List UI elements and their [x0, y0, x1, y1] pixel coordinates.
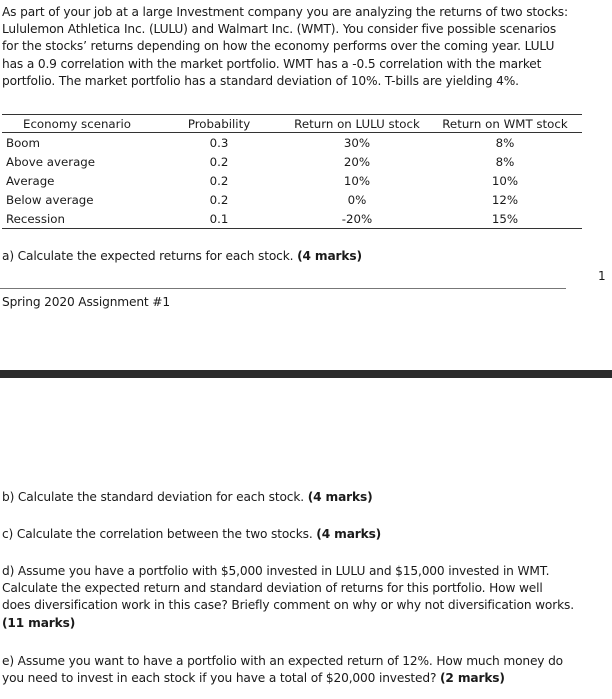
question-d-line: Calculate the expected return and standard deviation of returns for this portfolio. How well [2, 581, 543, 596]
page-break-bar [0, 370, 612, 378]
table-cell: 10% [343, 173, 371, 188]
question-b-text: b) Calculate the standard deviation for each stock. [2, 490, 308, 504]
page-footer: Spring 2020 Assignment #1 [2, 295, 170, 309]
table-cell: 0.2 [209, 154, 229, 169]
question-a-marks: (4 marks) [297, 249, 362, 263]
table-cell: 0.2 [209, 173, 229, 188]
table-cell: Below average [6, 192, 94, 207]
table-cell: 8% [495, 154, 515, 169]
intro-line: portfolio. The market portfolio has a standard deviation of 10%. T-bills are yielding 4%. [2, 73, 519, 88]
question-e-line: you need to invest in each stock if you have a total of $20,000 invested? [2, 671, 440, 686]
page-number: 1 [598, 269, 606, 283]
table-row [2, 190, 582, 209]
question-b-marks: (4 marks) [307, 490, 373, 504]
question-c [2, 526, 381, 543]
intro-line: As part of your job at a large Investment company you are analyzing the returns of two stocks: [2, 5, 568, 19]
scenario-table [2, 114, 582, 229]
table-cell: 8% [495, 135, 515, 150]
question-c-marks: (4 marks) [316, 527, 382, 541]
question-a [2, 248, 362, 265]
table-cell: 20% [343, 154, 371, 169]
question-e-marks: (2 marks) [440, 671, 505, 686]
question-d-line: does diversification work in this case? Briefly comment on why or why not diversification works. [2, 598, 574, 613]
column-header: Probability [152, 115, 286, 133]
table-cell: 30% [343, 135, 371, 150]
table-cell: 10% [491, 173, 519, 188]
table-header-row [2, 115, 582, 133]
column-header: Return on LULU stock [286, 115, 428, 133]
table-cell: 0.2 [209, 192, 229, 207]
question-d [2, 563, 608, 632]
intro-paragraph [2, 4, 602, 90]
question-d-line: d) Assume you have a portfolio with $5,000 invested in LULU and $15,000 invested in WMT. [2, 564, 550, 578]
table-row [2, 171, 582, 190]
table-cell: 0% [347, 192, 367, 207]
question-b [2, 489, 373, 506]
table-cell: Recession [2, 209, 152, 229]
column-header: Economy scenario [2, 115, 152, 133]
column-header: Return on WMT stock [428, 115, 582, 133]
table-row [2, 209, 582, 229]
table-cell: 0.3 [209, 135, 229, 150]
question-e [2, 653, 608, 687]
intro-line: has a 0.9 correlation with the market portfolio. WMT has a -0.5 correlation with the market [2, 56, 542, 71]
question-e-line: e) Assume you want to have a portfolio with an expected return of 12%. How much money do [2, 654, 563, 668]
table-row [2, 152, 582, 171]
footer-divider [0, 288, 566, 289]
table-cell: Average [6, 173, 55, 188]
question-a-text: a) Calculate the expected returns for each stock. [2, 249, 298, 263]
table-cell: Above average [6, 154, 96, 169]
table-cell: -20% [286, 209, 428, 229]
table-cell: Boom [6, 135, 41, 150]
intro-line: Lululemon Athletica Inc. (LULU) and Walmart Inc. (WMT). You consider five possible scenarios [2, 22, 557, 37]
question-d-marks: (11 marks) [2, 615, 76, 630]
question-c-text: c) Calculate the correlation between the two stocks. [2, 527, 317, 541]
table-cell: 0.1 [152, 209, 286, 229]
intro-line: for the stocks’ returns depending on how the economy performs over the coming year. LULU [2, 39, 555, 54]
table-cell: 15% [428, 209, 582, 229]
table-row [2, 133, 582, 153]
table-cell: 12% [491, 192, 519, 207]
